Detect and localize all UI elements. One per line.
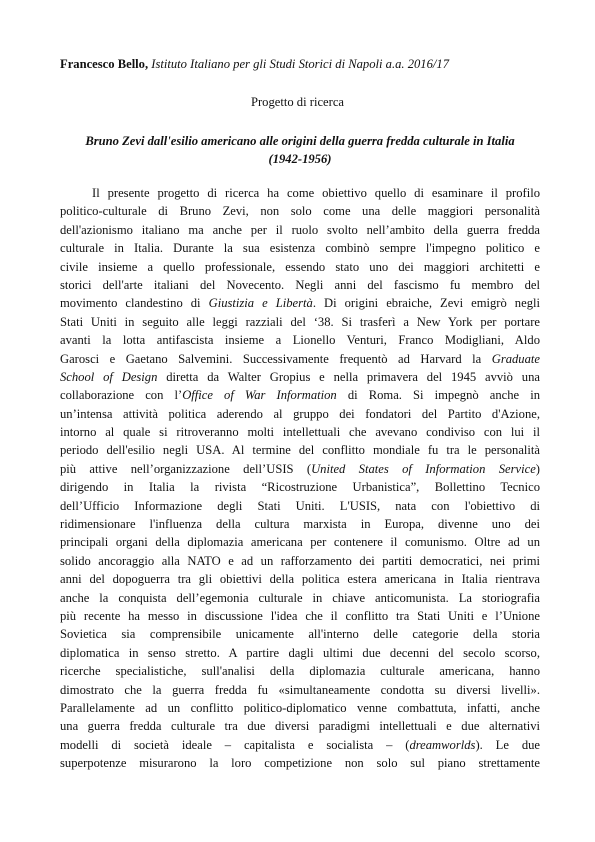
text-segment: di Roma. Si impegnò anche in bbox=[336, 388, 541, 403]
body-line bbox=[60, 221, 540, 239]
text-segment: . Di origini ebraiche, Zevi emigrò negli bbox=[312, 296, 540, 311]
body-line bbox=[60, 515, 540, 533]
body-line bbox=[60, 202, 540, 220]
document-title bbox=[60, 132, 540, 168]
body-line bbox=[60, 405, 540, 423]
author-affiliation: Istituto Italiano per gli Studi Storici di Napoli a.a. 2016/17 bbox=[148, 57, 449, 71]
text-segment: storici dell'arte italiani del Novecento. Negli anni del fascismo fu membro del bbox=[60, 277, 540, 292]
text-segment: più attive nell’organizzazione dell’USIS ( bbox=[60, 461, 312, 476]
text-segment: avanti la lotta antifascista insieme a Lionello Venturi, Franco Modigliani, Aldo bbox=[60, 333, 540, 348]
text-segment: Garosci e Gaetano Salvemini. Successivamente frequentò ad Harvard la bbox=[60, 351, 492, 366]
text-segment: politico-culturale di Bruno Zevi, non solo come una delle maggiori personalità bbox=[60, 204, 540, 219]
italic-segment: Giustizia e Libertà bbox=[208, 296, 313, 311]
text-segment: principali organi della diplomazia americana per contenere il comunismo. Oltre ad un bbox=[60, 535, 540, 550]
text-segment: solido ancoraggio alla NATO e ad un rafforzamento dei partiti democratici, nei primi bbox=[60, 553, 540, 568]
text-segment: anni del dopoguerra tra gli obiettivi della politica estera americana in Italia rientrava bbox=[60, 572, 540, 587]
body-line bbox=[60, 699, 540, 717]
title-line-2: (1942-1956) bbox=[268, 152, 332, 166]
italic-segment: dreamworlds bbox=[409, 737, 476, 752]
text-segment: un’intensa attività politica aderendo al gruppo dei fondatori del Partito d'Azione, bbox=[60, 406, 540, 421]
body-line bbox=[60, 478, 540, 496]
body-line bbox=[60, 313, 540, 331]
italic-segment: School of Design bbox=[60, 369, 158, 384]
italic-segment: Graduate bbox=[491, 351, 540, 366]
text-segment: Parallelamente ad un conflitto politico-diplomatico venne combattuta, infatti, anche bbox=[60, 700, 540, 715]
italic-segment: Office of War Information bbox=[182, 388, 337, 403]
text-segment: ricerche specialistiche, sull'analisi della diplomazia culturale americana, hanno bbox=[60, 664, 540, 679]
text-segment: Il presente progetto di ricerca ha come obiettivo quello di esaminare il profilo bbox=[92, 186, 540, 200]
text-segment: Sovietica sia comprensibile unicamente all'interno delle categorie della storia bbox=[60, 627, 540, 642]
text-segment: dell'azionismo italiano ma anche per il ruolo svolto nell’ambito della guerra fredda bbox=[60, 222, 540, 237]
text-segment: una guerra fredda culturale tra due diversi paradigmi intellettuali e due alternativi bbox=[60, 719, 540, 734]
body-line bbox=[60, 754, 540, 772]
body-line bbox=[60, 184, 540, 202]
text-segment: collaborazione con l’ bbox=[60, 388, 183, 403]
body-line bbox=[60, 423, 540, 441]
body-line bbox=[60, 533, 540, 551]
body-line bbox=[60, 294, 540, 312]
body-line bbox=[60, 258, 540, 276]
body-line bbox=[60, 276, 540, 294]
text-segment: dimostrato che la guerra fredda fu «simultaneamente condotta su diversi livelli». bbox=[60, 682, 540, 697]
title-line-1: Bruno Zevi dall'esilio americano alle origini della guerra fredda culturale in Italia bbox=[85, 134, 515, 148]
body-line bbox=[60, 368, 540, 386]
text-segment: ) bbox=[535, 461, 540, 476]
text-segment: movimento clandestino di bbox=[60, 296, 209, 311]
body-paragraph bbox=[60, 184, 540, 773]
text-segment: culturale in Italia. Durante la sua esistenza combinò sempre l'impegno politico e bbox=[60, 241, 540, 256]
text-segment: diretta da Walter Gropius e nella primavera del 1945 avviò una bbox=[157, 369, 540, 384]
body-line bbox=[60, 331, 540, 349]
text-segment: diplomatica in senso stretto. A partire dagli ultimi due decenni del secolo scorso, bbox=[60, 645, 540, 660]
body-line bbox=[60, 239, 540, 257]
text-segment: intorno al quale si ritroveranno molti intellettuali che avevano condiviso con lui il bbox=[60, 425, 540, 440]
body-line bbox=[60, 717, 540, 735]
body-line bbox=[60, 607, 540, 625]
body-line bbox=[60, 441, 540, 459]
text-segment: Stati Uniti in seguito alle leggi razziali del ‘38. Si trasferì a New York per portare bbox=[60, 314, 540, 329]
document-header bbox=[60, 56, 540, 72]
italic-segment: United States of Information Service bbox=[311, 461, 536, 476]
body-line bbox=[60, 570, 540, 588]
body-line bbox=[60, 460, 540, 478]
body-line bbox=[60, 386, 540, 404]
text-segment: civile insieme a quello professionale, essendo stato uno dei maggiori architetti e bbox=[60, 259, 540, 274]
body-line bbox=[60, 552, 540, 570]
text-segment: più recente ha messo in discussione l'idea che il conflitto tra Stati Uniti e l’Unione bbox=[60, 608, 540, 623]
text-segment: ridimensionare l'influenza della cultura marxista in Europa, divenne uno dei bbox=[60, 517, 540, 532]
body-line bbox=[60, 662, 540, 680]
text-segment: dirigendo in Italia la rivista “Ricostruzione Urbanistica”, Bollettino Tecnico bbox=[60, 480, 540, 495]
document-subtitle: Progetto di ricerca bbox=[250, 95, 344, 109]
body-line bbox=[60, 681, 540, 699]
body-line bbox=[60, 736, 540, 754]
text-segment: superpotenze misurarono la loro competizione non solo sul piano strettamente bbox=[60, 756, 540, 771]
body-line bbox=[60, 589, 540, 607]
body-line bbox=[60, 625, 540, 643]
author-name: Francesco Bello, bbox=[60, 57, 149, 71]
text-segment: periodo dell'esilio negli USA. Al termine del conflitto mondiale fu tra le personalità bbox=[60, 443, 540, 458]
text-segment: modelli di società ideale – capitalista e socialista – ( bbox=[60, 737, 410, 752]
body-line bbox=[60, 644, 540, 662]
body-line bbox=[60, 497, 540, 515]
text-segment: dell’Ufficio Informazione degli Stati Uniti. L'USIS, nata con l'obiettivo di bbox=[60, 498, 540, 513]
body-line bbox=[60, 350, 540, 368]
text-segment: ). Le due bbox=[475, 737, 541, 752]
text-segment: anche la conquista dell’egemonia culturale in chiave anticomunista. La storiografia bbox=[60, 590, 540, 605]
